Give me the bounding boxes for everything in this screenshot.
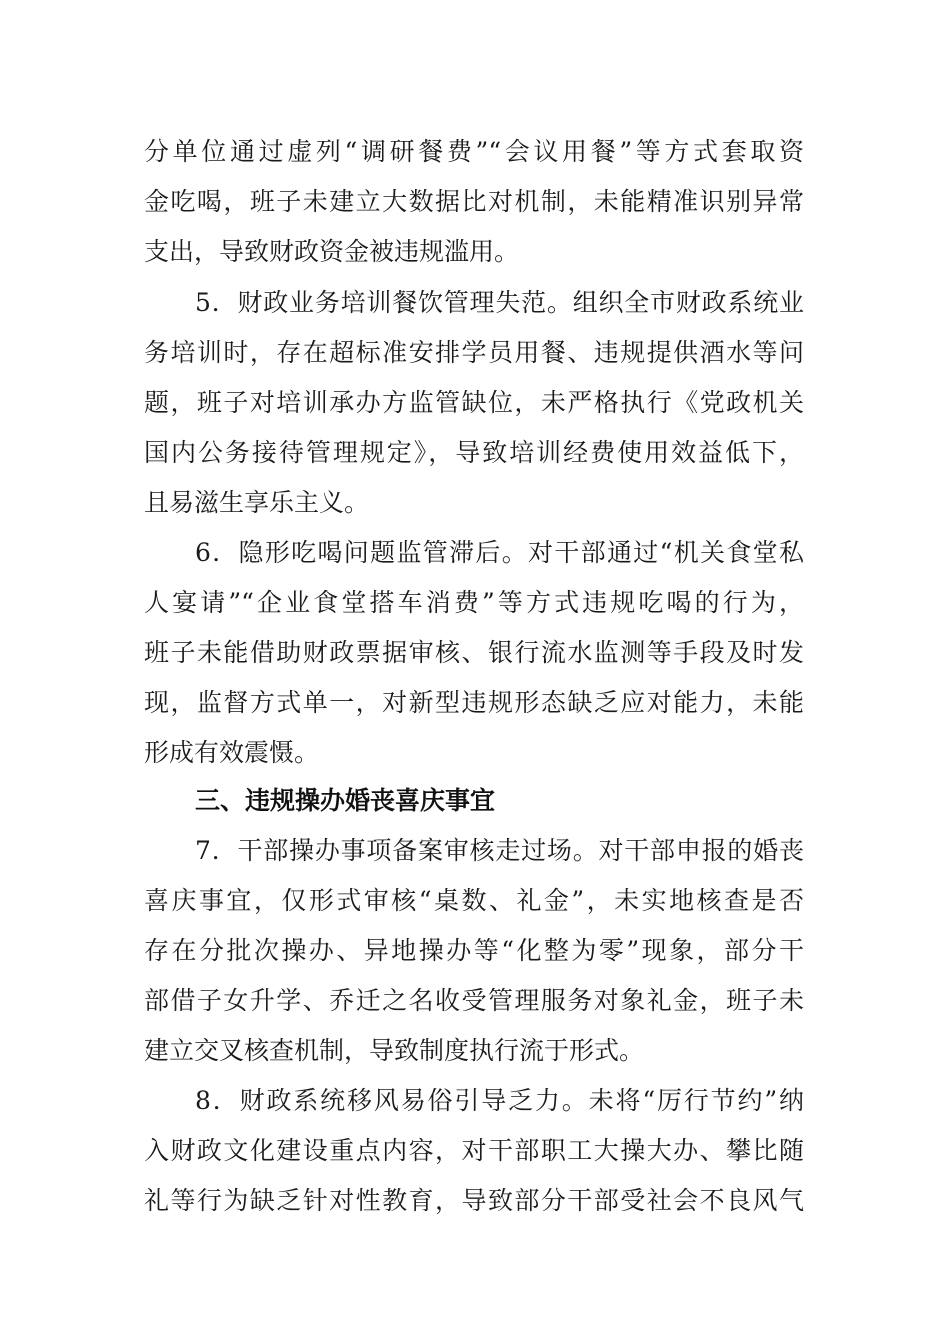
paragraph-line: 形成有效震慑。: [144, 738, 320, 767]
paragraph-line: 务培训时，存在超标准安排学员用餐、违规提供酒水等问: [144, 338, 804, 367]
paragraph-line: 6．隐形吃喝问题监管滞后。对干部通过“机关食堂私: [195, 538, 804, 567]
paragraph-line: 部借子女升学、乔迁之名收受管理服务对象礼金，班子未: [144, 986, 804, 1015]
paragraph-line: 分单位通过虚列“调研餐费”“会议用餐”等方式套取资: [144, 137, 804, 166]
paragraph-line: 存在分批次操办、异地操办等“化整为零”现象，部分干: [144, 936, 804, 965]
paragraph-line: 支出，导致财政资金被违规滥用。: [144, 237, 520, 266]
paragraph-line: 喜庆事宜，仅形式审核“桌数、礼金”，未实地核查是否: [144, 886, 804, 915]
section-heading: 三、违规操办婚丧喜庆事宜: [195, 786, 496, 815]
paragraph-line: 7．干部操办事项备案审核走过场。对干部申报的婚丧: [195, 836, 804, 865]
paragraph-line: 题，班子对培训承办方监管缺位，未严格执行《党政机关: [144, 388, 804, 417]
paragraph-line: 现，监督方式单一，对新型违规形态缺乏应对能力，未能: [144, 688, 804, 717]
paragraph-line: 5．财政业务培训餐饮管理失范。组织全市财政系统业: [195, 288, 804, 317]
paragraph-line: 8．财政系统移风易俗引导乏力。未将“厉行节约”纳: [195, 1086, 804, 1115]
paragraph-line: 班子未能借助财政票据审核、银行流水监测等手段及时发: [144, 638, 804, 667]
paragraph-line: 入财政文化建设重点内容，对干部职工大操大办、攀比随: [144, 1136, 804, 1165]
paragraph-line: 人宴请”“企业食堂搭车消费”等方式违规吃喝的行为，: [144, 588, 804, 617]
paragraph-line: 建立交叉核查机制，导致制度执行流于形式。: [144, 1036, 645, 1065]
paragraph-line: 金吃喝，班子未建立大数据比对机制，未能精准识别异常: [144, 187, 804, 216]
paragraph-line: 国内公务接待管理规定》，导致培训经费使用效益低下，: [144, 438, 804, 467]
paragraph-line: 且易滋生享乐主义。: [144, 488, 370, 517]
paragraph-line: 礼等行为缺乏针对性教育，导致部分干部受社会不良风气: [144, 1186, 804, 1215]
